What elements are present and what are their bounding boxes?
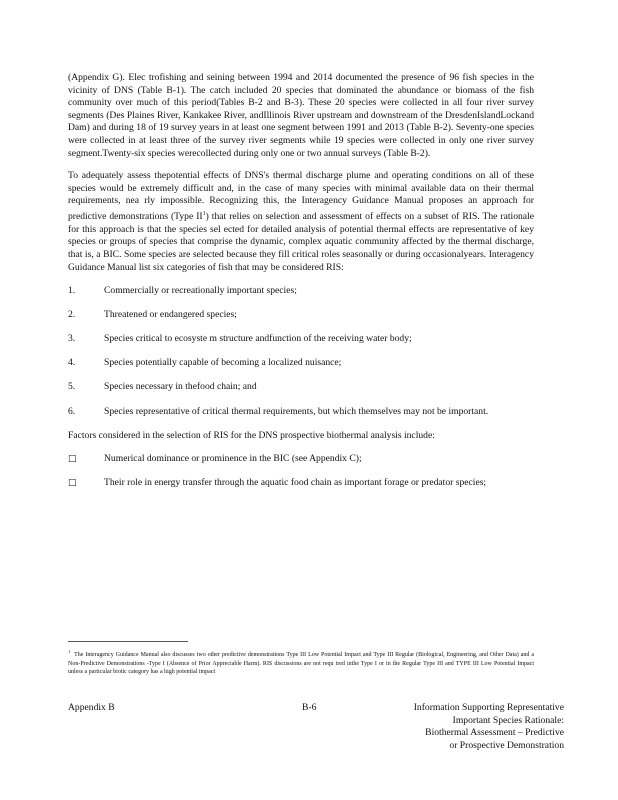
footnote-divider (68, 641, 188, 642)
footer-section-title: Information Supporting Representative Important Species Rationale: Biothermal Assessment – Predictive or Prospective Demonstration (413, 702, 564, 751)
footnote-marker: 1 (68, 649, 71, 654)
paragraph-2-part-a: To adequately assess thepotential effects of DNS's thermal discharge plume and operating conditions on all of these species would be extremely difficult and, in the case of many species with minimal available data on their thermal requirements, nea rly impossible. Recognizing this, the Interagency Guidance Manual proposes an approach for predictive demonstrations (Type II (68, 170, 534, 223)
footer-appendix-label: Appendix B (68, 702, 115, 713)
bullet-box-icon: □ (68, 477, 77, 488)
footnote-reference: 1 (202, 210, 206, 217)
list-item: 2. Threatened or endangered species; (68, 309, 237, 321)
footer-page-number: B-6 (302, 702, 317, 713)
bullet-box-icon: □ (68, 454, 77, 465)
factors-intro: Factors considered in the selection of RIS for the DNS prospective biothermal analysis include: (68, 429, 435, 441)
list-item: 3. Species critical to ecosyste m structure andfunction of the receiving water body; (68, 333, 412, 345)
list-item: □ Their role in energy transfer through the aquatic food chain as important forage or predator species; (68, 476, 487, 488)
list-item: 4. Species potentially capable of becoming a localized nuisance; (68, 357, 342, 369)
list-item: 1. Commercially or recreationally important species; (68, 285, 297, 297)
list-item: □ Numerical dominance or prominence in the BIC (see Appendix C); (68, 453, 362, 465)
paragraph-2 (68, 170, 534, 274)
ris-category-list (68, 285, 534, 418)
footnote (68, 648, 534, 677)
list-item: 5. Species necessary in thefood chain; and (68, 381, 257, 393)
paragraph-1: (Appendix G). Elec trofishing and seining between 1994 and 2014 documented the presence of 96 fish species in the vicinity of DNS (Table B-1). The catch included 20 species that dominated the abundance or biomass of the fish community over much of this period(Tables B-2 and B-3). These 20 species were collected in all four river survey segments (Des Plaines River, Kankakee River, andIllinois River upstream and downstream of the DresdenIslandLockand Dam) and during 18 of 19 survey years in at least one segment between 1991 and 2013 (Table B-2). Seventy-one species were collected in at least three of the survey river segments while 19 species were collected in only one river survey segment.Twenty-six species werecollected during only one or two annual surveys (Table B-2). (68, 72, 534, 159)
page-body (68, 72, 534, 489)
paragraph-2-part-b: ) that relies on selection and assessment of effects on a subset of RIS. The rationale for this approach is that the species sel ected for detailed analysis of potential thermal effects are representative of key species or groups of species that comprise the dynamic, complex aquatic community affected by the thermal discharge, that is, a BIC. Some species are selected because they fill critical roles seasonally or during occasionalyears. Interagency Guidance Manual list six categories of fish that may be considered RIS: (68, 211, 534, 273)
list-item: 6. Species representative of critical thermal requirements, but which themselves may not be important. (68, 405, 489, 417)
footnote-text: The Interagency Guidance Manual also discusses two other predictive demonstrations Type III Low Potential Impact and Type III Regular (Biological, Engineering, and Other Data) and a Non-Predictive Demonstrations -Type I (Absence of Prior Appreciable Harm). RIS discussions are not requ ired inthe Type I or in the Regular Type III and TYPE III Low Potential Impact unless a particular biotic category has a high potential impact (68, 652, 534, 676)
